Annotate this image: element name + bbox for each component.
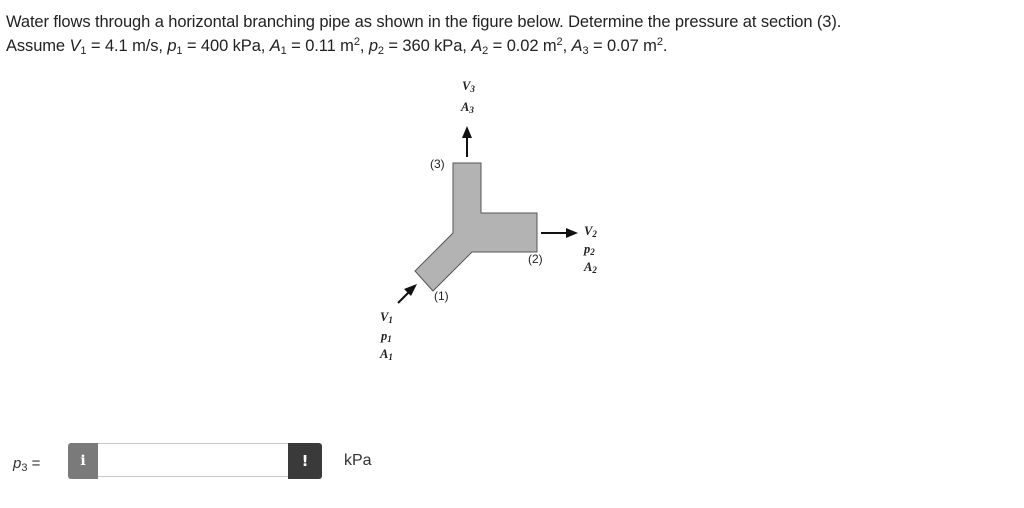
section-1-label: (1) [434, 289, 449, 303]
p2-value: = 360 kPa, [388, 37, 467, 55]
a1-value: = 0.11 m [291, 37, 354, 55]
a1-label: $A_1$ [380, 347, 393, 362]
info-button[interactable] [68, 443, 98, 479]
a3-label: $A_3$ [461, 100, 474, 115]
v1-value: = 4.1 m/s, [90, 37, 163, 55]
problem-line-1: Water flows through a horizontal branching pipe as shown in the figure below. Determine the pressure at section (3). [6, 13, 842, 31]
section-3-label: (3) [430, 157, 445, 171]
exclamation-icon: ! [301, 452, 309, 470]
problem-line-2: Assume $V_1 = 4.1$ m/s, $p_1 = 400$ kPa, $A_1 = 0.11$ $m^2$, $p_2 = 360$ kPa, $A_2 = 0.02$ $m^2$, $A_3 = 0.07$ $m^2$. [6, 36, 668, 57]
a3-value: = 0.07 m [592, 37, 657, 55]
section-2-label: (2) [528, 252, 543, 266]
assume-label: Assume [6, 37, 66, 55]
p2-label: $p_2$ [584, 242, 595, 257]
unit-label: kPa [344, 452, 372, 469]
arrow-head-3 [462, 126, 472, 138]
v3-label: $V_3$ [462, 79, 475, 94]
answer-label: $p_3$ = [13, 455, 41, 474]
v2-label: $V_2$ [584, 224, 597, 239]
arrow-head-2 [566, 228, 578, 238]
branching-pipe [415, 163, 537, 291]
a2-label: $A_2$ [584, 260, 597, 275]
info-icon: i [80, 453, 86, 469]
warning-button[interactable] [288, 443, 322, 479]
v1-label: $V_1$ [380, 310, 393, 325]
a2-value: = 0.02 m [492, 37, 557, 55]
p1-label: $p_1$ [381, 329, 392, 344]
pressure-answer-input[interactable] [98, 443, 288, 477]
p1-value: = 400 kPa, [186, 37, 266, 55]
